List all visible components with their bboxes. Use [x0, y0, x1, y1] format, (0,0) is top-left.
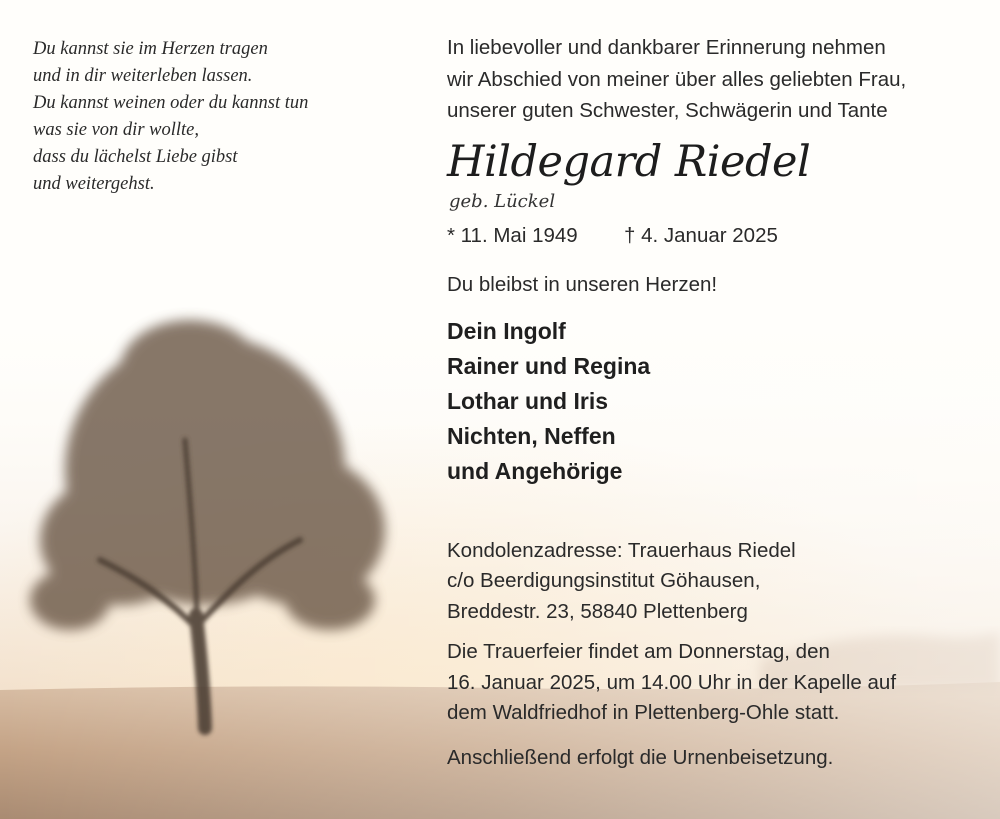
poem-line: was sie von dir wollte,	[33, 120, 199, 140]
poem-line: und in dir weiterleben lassen.	[33, 66, 253, 86]
poem-line: Du kannst sie im Herzen tragen	[33, 39, 268, 59]
farewell-slogan: Du bleibst in unseren Herzen!	[447, 272, 718, 296]
mourner: und Angehörige	[447, 457, 623, 484]
funeral-ceremony-info	[447, 637, 987, 729]
poem-line: und weitergehst.	[33, 174, 155, 194]
mourners-list	[447, 314, 987, 489]
intro-line: unserer guten Schwester, Schwägerin und Tante	[447, 99, 888, 122]
death-date: † 4. Januar 2025	[624, 223, 778, 247]
condolence-address	[447, 536, 987, 628]
address-line: c/o Beerdigungsinstitut Göhausen,	[447, 569, 761, 592]
birth-date: * 11. Mai 1949	[447, 223, 578, 247]
mourner: Dein Ingolf	[447, 317, 566, 344]
notice-body	[447, 32, 987, 771]
intro-text	[447, 32, 987, 127]
maiden-name: geb. Lückel	[449, 190, 556, 212]
mourner: Lothar und Iris	[447, 387, 608, 414]
address-line: Breddestr. 23, 58840 Plettenberg	[447, 599, 748, 623]
intro-line: In liebevoller und dankbarer Erinnerung nehmen	[447, 36, 886, 59]
intro-line: wir Abschied von meiner über alles geliebten Frau,	[447, 67, 907, 91]
poem-line: Du kannst weinen oder du kannst tun	[33, 93, 309, 113]
ceremony-line: 16. Januar 2025, um 14.00 Uhr in der Kapelle auf	[447, 670, 897, 694]
mourner: Rainer und Regina	[447, 352, 651, 379]
urn-burial-note: Anschließend erfolgt die Urnenbeisetzung.	[447, 745, 834, 769]
address-line: Kondolenzadresse: Trauerhaus Riedel	[447, 538, 796, 562]
life-dates	[447, 223, 987, 249]
deceased-name: Hildegard Riedel	[447, 136, 811, 187]
poem-line: dass du lächelst Liebe gibst	[33, 147, 238, 167]
memorial-poem	[33, 36, 373, 198]
mourner: Nichten, Neffen	[447, 422, 616, 449]
ceremony-line: dem Waldfriedhof in Plettenberg-Ohle statt.	[447, 701, 840, 724]
ceremony-line: Die Trauerfeier findet am Donnerstag, den	[447, 640, 830, 663]
